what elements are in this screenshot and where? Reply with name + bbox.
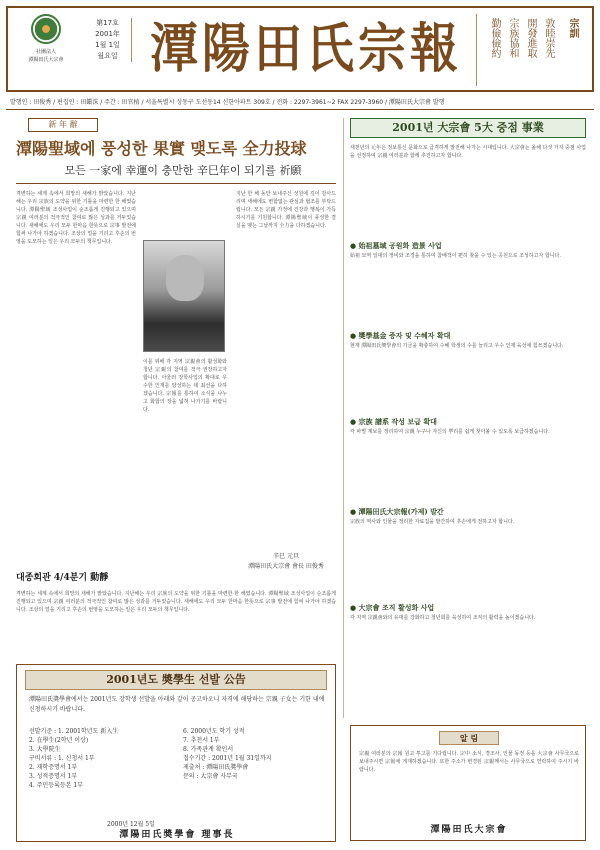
- project-title-5: ● 大宗會 조직 활성화 사업: [350, 603, 435, 612]
- issue-number: 第17호: [96, 19, 119, 27]
- new-year-badge: 新 年 辭: [28, 118, 98, 132]
- project-item-3: [350, 416, 586, 498]
- list-item: 7. 추천서 1부: [183, 737, 220, 744]
- project-title-1: ● 始祖墓域 공원화 造景 사업: [350, 241, 442, 250]
- list-item: 2. 在學生(2학년 이상): [29, 737, 89, 744]
- notice-body: 宗親 여러분의 宗報 원고 투고를 기다립니다. 宗中 소식, 경조사, 인물 동정 등을 大宗會 사무국으로 보내주시면 宗報에 게재하겠습니다. 또한 주소가 변경된 宗親께서는 사무국으로 연락하여 주시기 바랍니다.: [359, 751, 579, 773]
- project-title-4: ● 潭陽田氏大宗報(가제) 발간: [350, 507, 444, 516]
- five-projects-intro: [350, 144, 586, 236]
- list-item: 제출처 : 潭陽田氏奬學會: [183, 764, 249, 771]
- project-body-3: 각 파별 계보를 정리하여 宗親 누구나 자신의 뿌리를 쉽게 찾아볼 수 있도록 보급하겠습니다.: [350, 429, 550, 435]
- list-item: 선발기준 : 1. 2001학년도 新入生: [29, 728, 119, 735]
- issue-info: [88, 18, 132, 62]
- feature-column-1: 격변하는 세계 속에서 희망의 새해가 밝았습니다. 지난해는 우리 宗族의 도약을 위한 기틀을 마련한 한 해였습니다. 潭陽聖域 조성사업이 순조롭게 진행되고 있으며 宗親 여러분의 적극적인 참여로 많은 성과를 거두었습니다. 새해에도 우리 모두 한마음 한뜻으로 宗事 발전에 힘써 나가야 하겠습니다. 조상의 얼을 기리고 후손의 번영을 도모하는 일은 우리 모두의 책무입니다.: [16, 191, 136, 245]
- project-body-4: 宗族의 역사와 인물을 정리한 자료집을 발간하여 후손에게 전하고자 합니다.: [350, 519, 515, 525]
- project-body-2: 현재 潭陽田氏奬學會의 기금을 확충하여 수혜 학생의 수를 늘리고 우수 인재 육성에 힘쓰겠습니다.: [350, 343, 564, 349]
- list-item: 문의 : 大宗會 사무국: [183, 773, 238, 780]
- intro-text: 새천년의 元年은 정보통신 문화으로 급격하게 발전해 나가는 시대입니다. 大宗會는 올해 다섯 가지 중점 사업을 선정하여 宗親 여러분과 함께 추진하고자 합니다.: [350, 145, 586, 159]
- list-item: 4. 주민등록등본 1부: [29, 782, 83, 789]
- scholarship-right-list: [183, 727, 329, 781]
- notice-title: 알 림: [439, 731, 499, 745]
- five-projects-header: 2001년 大宗會 5大 중점 事業: [350, 118, 586, 138]
- issue-date: 1월 1일: [95, 41, 120, 49]
- motto-col-1: 敦睦崇先: [543, 18, 554, 58]
- publication-info-bar: 발행인 : 田俊秀 / 편집인 : 田鎭洙 / 주간 : 田官植 / 서울특별시 성동구 도선동14 신한아파트 309호 / 전화 : 2297-3961~2 FAX 2297-3960 / 潭陽田氏大宗會 발행: [6, 96, 594, 110]
- list-item: 6. 2000년도 학기 성적: [183, 728, 245, 735]
- list-item: 3. 성적증명서 1부: [29, 773, 78, 780]
- scholarship-date: 2000년 12월 5일: [107, 821, 155, 828]
- chairman-portrait: [143, 240, 225, 352]
- project-body-1: 始祖 묘역 일대의 정비와 조경을 통하여 참배객이 편히 찾을 수 있는 공원으로 조성하고자 합니다.: [350, 253, 561, 259]
- paper-title: 潭陽田氏宗報: [149, 18, 462, 80]
- sub-feature-body: 격변하는 세계 속에서 희망의 새해가 밝았습니다. 지난해는 우리 宗族의 도약을 위한 기틀을 마련한 한 해였습니다. 潭陽聖域 조성사업이 순조롭게 진행되고 있으며 宗親 여러분의 적극적인 참여로 많은 성과를 거두었습니다. 새해에도 우리 모두 한마음 한뜻으로 宗事 발전에 힘써 나가야 하겠습니다. 조상의 얼을 기리고 후손의 번영을 도모하는 일은 우리 모두의 책무입니다.: [16, 591, 336, 613]
- scholarship-title: 2001년도 奬學生 선발 公告: [25, 670, 327, 690]
- list-item: 구비서류 : 1. 신청서 1부: [29, 755, 95, 762]
- issue-year: 2001年: [95, 30, 120, 38]
- notice-box: [350, 725, 586, 841]
- project-item-2: [350, 330, 586, 408]
- sub-feature-title: 대종회관 4/4분기 動靜: [16, 573, 109, 583]
- project-body-5: 각 지역 宗親會와의 유대를 강화하고 청년회를 육성하여 조직의 활력을 높이겠습니다.: [350, 615, 536, 621]
- notice-signature: 潭陽田氏大宗會: [430, 825, 508, 835]
- list-item: 3. 大學院生: [29, 746, 61, 753]
- issue-weekday: 월요일: [97, 52, 118, 60]
- headline-divider: [16, 183, 336, 184]
- scholarship-signature: 潭陽田氏奬學會 理事長: [119, 830, 235, 840]
- project-item-4: [350, 506, 586, 594]
- logo-org-line1: 社團法人: [35, 49, 56, 55]
- logo: [12, 12, 80, 86]
- list-item: 8. 가족관계 확인서: [183, 746, 234, 753]
- motto-col-3: 宗族協和: [507, 18, 518, 58]
- column-divider: [343, 118, 344, 718]
- signature-date: 辛巳 元旦: [273, 553, 299, 560]
- project-item-1: [350, 240, 586, 322]
- masthead: [6, 6, 594, 92]
- list-item: 접수기간 : 2001년 1월 31일까지: [183, 755, 272, 762]
- feature-subhead: 모든 一家에 幸運이 충만한 辛巳年이 되기를 祈願: [64, 164, 302, 177]
- motto-box: [476, 14, 586, 86]
- feature-column-2: 이를 위해 각 지역 宗親會의 활성화와 청년 宗親의 참여를 적극 권장하고자 합니다. 아울러 장학사업의 확대로 우수한 인재를 양성하는 데 최선을 다하겠습니다. 宗報를 통하여 소식을 나누고 화합의 장을 넓혀 나가기를 바랍니다.: [143, 359, 227, 413]
- emblem-icon: [31, 14, 61, 44]
- logo-org-line2: 潭陽田氏大宗會: [28, 57, 64, 63]
- feature-column-3: 지난 한 해 동안 보내주신 성원에 깊이 감사드리며 새해에도 변함없는 관심과 협조를 부탁드립니다. 모든 宗親 가정에 건강과 행복이 가득하시기를 기원합니다. 潭陽聖域이 풍성한 결실을 맺는 그날까지 全力을 다하겠습니다.: [236, 191, 336, 229]
- signature-author: 潭陽田氏大宗會 會長 田俊秀: [248, 563, 324, 570]
- motto-col-4: 勤儉儉約: [489, 18, 500, 58]
- scholarship-intro: 潭陽田氏奬學會에서는 2001년도 장학생 선발을 아래와 같이 공고하오니 자격에 해당하는 宗親 子女는 기한 내에 신청하시기 바랍니다.: [29, 696, 325, 713]
- portrait-face: [166, 255, 204, 301]
- project-title-3: ● 宗族 譜系 작성 보급 확대: [350, 417, 437, 426]
- scholarship-left-list: [29, 727, 177, 790]
- motto-col-2: 開發進取: [525, 18, 536, 58]
- feature-headline: 潭陽聖域에 풍성한 果實 맺도록 全力投球: [16, 139, 307, 158]
- project-item-5: [350, 602, 586, 710]
- list-item: 2. 재학증명서 1부: [29, 764, 78, 771]
- scholarship-notice: [16, 664, 336, 842]
- project-title-2: ● 奬學基金 증자 및 수혜자 확대: [350, 331, 451, 340]
- feature-signature: [236, 552, 336, 572]
- motto-label: 宗訓: [567, 18, 578, 38]
